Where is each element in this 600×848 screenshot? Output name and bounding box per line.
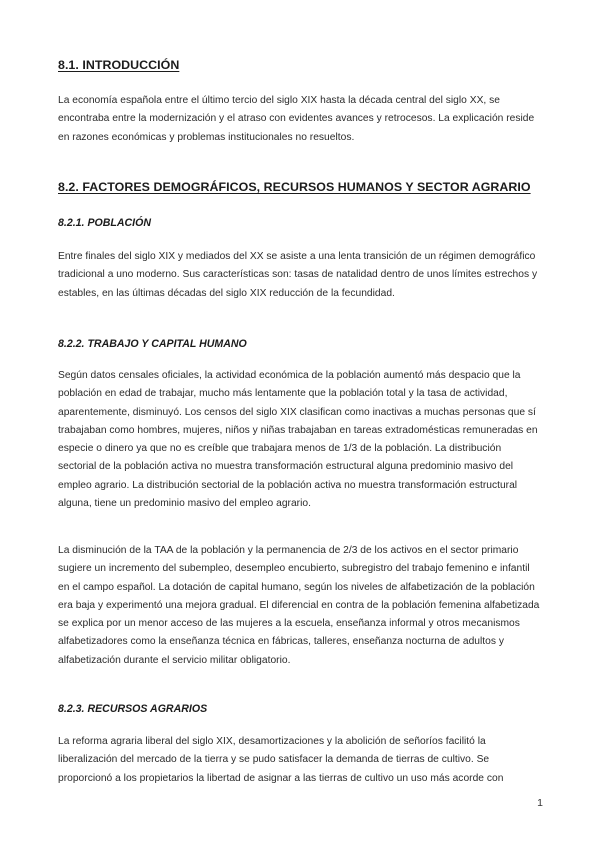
subsection-heading-poblacion xyxy=(58,217,542,229)
section-title: 8.2. FACTORES DEMOGRÁFICOS, RECURSOS HUMANOS Y SECTOR AGRARIO xyxy=(58,180,531,194)
paragraph-recursos xyxy=(58,733,542,788)
subsection-heading-trabajo xyxy=(58,338,542,350)
paragraph-text: La economía española entre el último tercio del siglo XIX hasta la década central del siglo XX, se encontraba entre la modernización y el atraso con evidentes avances y retrocesos. La explicación reside en razones económicas y problemas institucionales no resueltos. xyxy=(58,95,535,143)
section-title: 8.1. INTRODUCCIÓN xyxy=(58,58,180,72)
paragraph-introduccion xyxy=(58,92,542,147)
paragraph-text: Según datos censales oficiales, la actividad económica de la población aumentó más despacio que la población en edad de trabajar, mucho más lentamente que la población total y la tasa de actividad, aparentemente, disminuyó. Los censos del siglo XIX clasifican como inactivas a muchas personas que sí trabajaban como hombres, mujeres, niños y niñas trabajaban en tareas extradomésticas remuneradas en especie o dinero ya que no es creíble que trabajara menos de 1/3 de la población. La distribución sectorial de la población activa no muestra transformación estructural alguna predominio masivo del empleo agrario. La distribución sectorial de la población activa no muestra transformación estructural alguna, tiene un predominio masivo del empleo agrario. xyxy=(58,370,538,510)
paragraph-text: Entre finales del siglo XIX y mediados del XX se asiste a una lenta transición de un régimen demográfico tradicional a uno moderno. Sus características son: tasas de natalidad dentro de unos límites estrechos y estables, en las últimas décadas del siglo XIX reducción de la fecundidad. xyxy=(58,251,538,299)
paragraph-text: La disminución de la TAA de la población y la permanencia de 2/3 de los activos en el sector primario sugiere un incremento del subempleo, desempleo encubierto, subregistro del trabajo femenino e infantil en el campo español. La dotación de capital humano, según los niveles de alfabetización de la población era baja y experimentó una mejora gradual. El diferencial en contra de la población femenina alfabetizada se explica por un menor acceso de las mujeres a la escuela, enseñanza informal y otros mecanismos alfabetizadores como la enseñanza técnica en fábricas, talleres, enseñanza nocturna de adultos y alfabetización durante el servicio militar obligatorio. xyxy=(58,545,540,666)
paragraph-poblacion xyxy=(58,248,542,303)
paragraph-text: La reforma agraria liberal del siglo XIX, desamortizaciones y la abolición de señoríos facilitó la liberalización del mercado de la tierra y se pudo satisfacer la demanda de tierras de cultivo. Se proporcionó a los propietarios la libertad de asignar a las tierras de cultivo un uso más acorde con xyxy=(58,736,504,784)
section-heading-factores xyxy=(58,180,542,194)
paragraph-trabajo-2 xyxy=(58,542,542,670)
section-heading-introduccion xyxy=(58,58,542,72)
subsection-title: 8.2.3. RECURSOS AGRARIOS xyxy=(58,703,208,715)
subsection-heading-recursos xyxy=(58,703,542,715)
paragraph-trabajo-1 xyxy=(58,367,542,513)
page-number: 1 xyxy=(537,797,543,809)
subsection-title: 8.2.1. POBLACIÓN xyxy=(58,217,152,229)
subsection-title: 8.2.2. TRABAJO Y CAPITAL HUMANO xyxy=(58,338,247,350)
